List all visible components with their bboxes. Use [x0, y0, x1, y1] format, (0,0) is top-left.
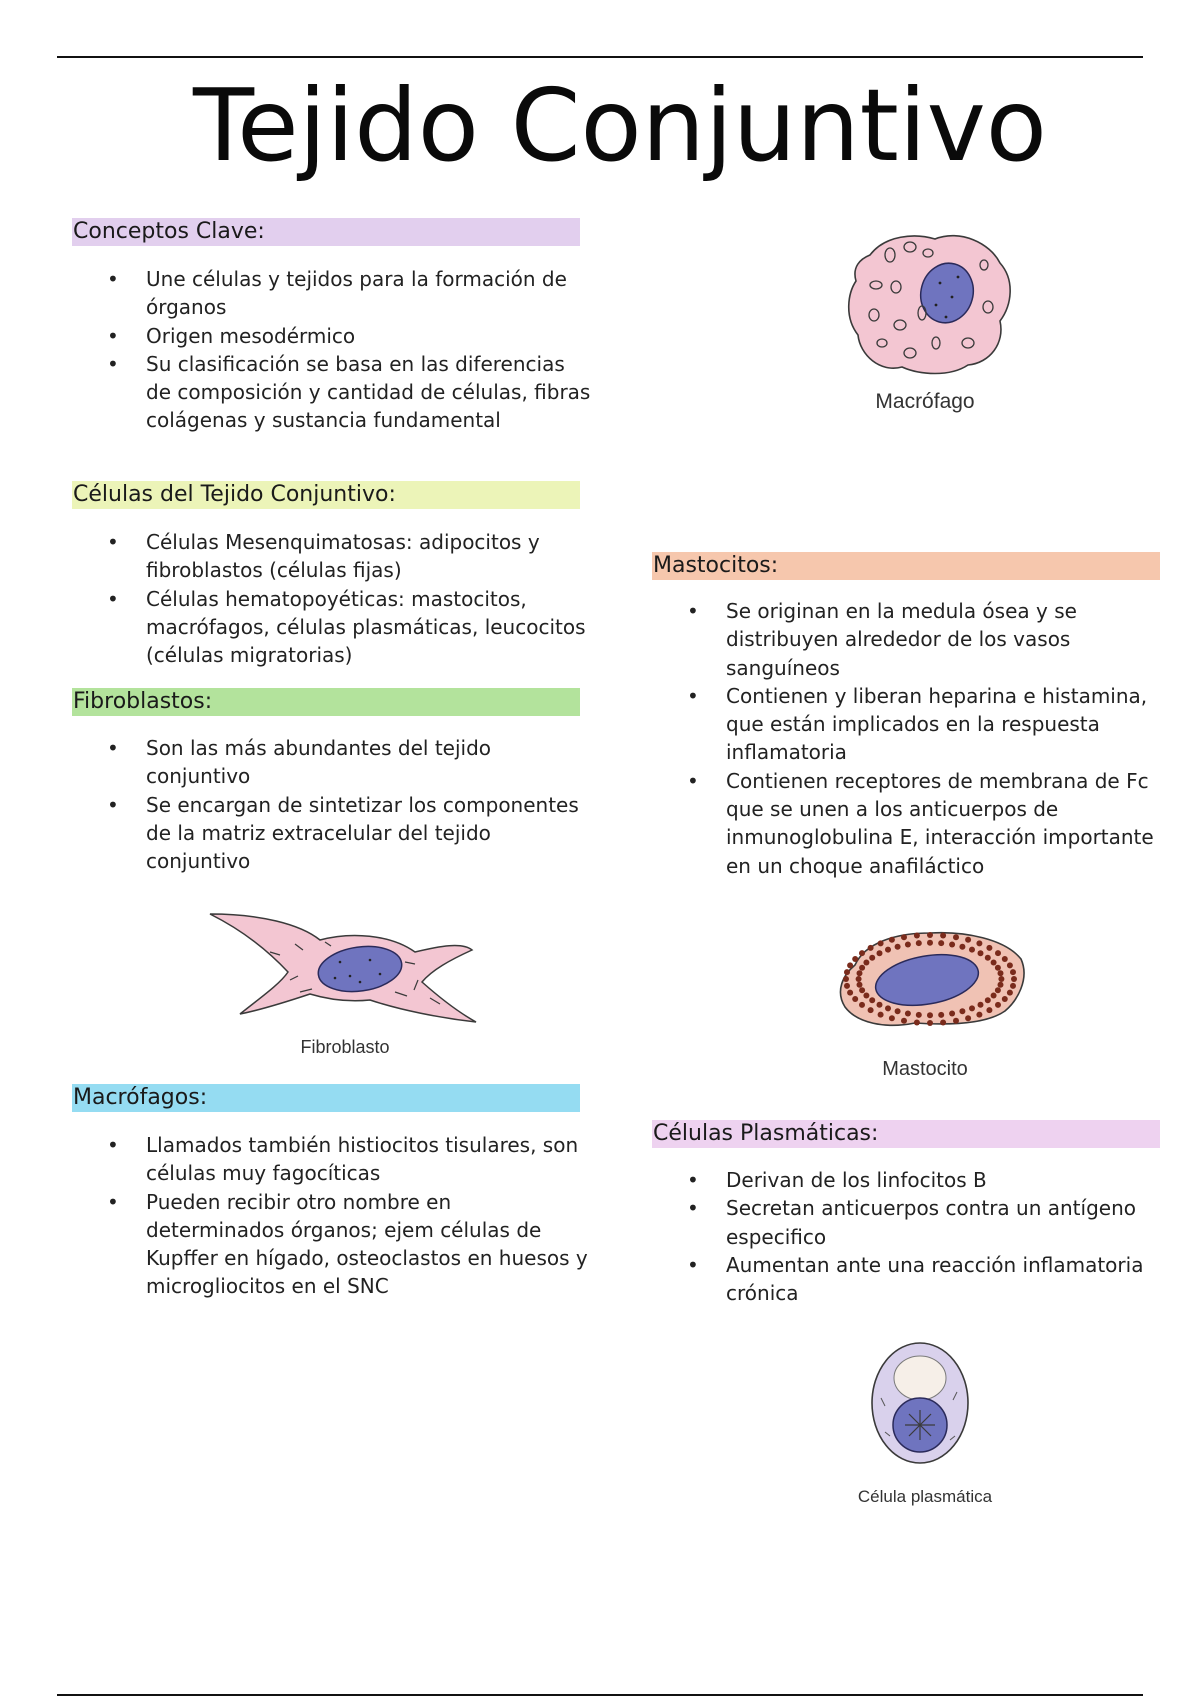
granule [859, 950, 865, 956]
celula-plasmatica-caption: Célula plasmática [857, 1487, 993, 1506]
granule [895, 1008, 901, 1014]
list-item: • Origen mesodérmico [72, 322, 592, 350]
granule [847, 990, 853, 996]
granule [969, 947, 975, 953]
granule [978, 950, 984, 956]
list-item: • Son las más abundantes del tejido conjuntivo [72, 734, 592, 791]
granule [895, 944, 901, 950]
granule [965, 1015, 971, 1021]
granule [869, 955, 875, 961]
granule [859, 987, 865, 993]
granule [877, 950, 883, 956]
list-item: • Se encargan de sintetizar los componentes de la matriz extracelular del tejido conjuntivo [72, 791, 592, 876]
granule [847, 962, 853, 968]
list-item: • Secretan anticuerpos contra un antígeno especifico [652, 1194, 1172, 1251]
list-item: • Une células y tejidos para la formación de órganos [72, 265, 592, 322]
granule [986, 1007, 992, 1013]
granule [857, 982, 863, 988]
granule [991, 993, 997, 999]
granule [869, 997, 875, 1003]
granule [877, 1002, 883, 1008]
granule [905, 1011, 911, 1017]
granule [878, 1012, 884, 1018]
granule [868, 1007, 874, 1013]
granule [995, 987, 1001, 993]
granule [976, 940, 982, 946]
granule [1011, 976, 1017, 982]
fibroblasto-caption: Fibroblasto [300, 1037, 390, 1057]
granule [856, 976, 862, 982]
granule [953, 1018, 959, 1024]
fibroblastos-list [72, 734, 592, 875]
granule [914, 1020, 920, 1026]
conceptos-list [72, 265, 592, 435]
list-item: • Su clasificación se basa en las diferencias de composición y cantidad de células, fibras colágenas y sustancia fundamental [72, 350, 592, 435]
list-item: • Células hematopoyéticas: mastocitos, macrófagos, células plasmáticas, leucocitos (células migratorias) [72, 585, 592, 670]
granule [905, 942, 911, 948]
macrofago-caption: Macrófago [875, 390, 975, 413]
celulas-list [72, 528, 592, 669]
granule [916, 940, 922, 946]
granule [927, 1020, 933, 1026]
heading-celulas-tejido: Células del Tejido Conjuntivo: [72, 481, 580, 509]
page-title: Tejido Conjuntivo [193, 67, 1047, 184]
granule [949, 942, 955, 948]
granule [998, 982, 1004, 988]
granule [985, 997, 991, 1003]
granule [986, 945, 992, 951]
granule [995, 965, 1001, 971]
granule [852, 956, 858, 962]
plasmaticas-list [652, 1166, 1172, 1307]
mastocito-caption: Mastocito [882, 1058, 968, 1080]
granule [863, 993, 869, 999]
granule [938, 940, 944, 946]
heading-fibroblastos: Fibroblastos: [72, 688, 580, 716]
granule [1002, 956, 1008, 962]
granule [927, 1012, 933, 1018]
list-item: • Contienen y liberan heparina e histamina, que están implicados en la respuesta inflamatoria [652, 682, 1172, 767]
heading-mastocitos: Mastocitos: [652, 552, 1160, 580]
granule [940, 1020, 946, 1026]
granule [985, 955, 991, 961]
granule [1002, 996, 1008, 1002]
heading-celulas-plasmaticas: Células Plasmáticas: [652, 1120, 1160, 1148]
bottom-rule [57, 1694, 1143, 1696]
top-rule [57, 56, 1143, 58]
mastocitos-list [652, 597, 1172, 880]
granule [885, 947, 891, 953]
granule [949, 1011, 955, 1017]
granule [844, 983, 850, 989]
granule [885, 1005, 891, 1011]
granule [901, 934, 907, 940]
granule [976, 1012, 982, 1018]
list-item: • Llamados también histiocitos tisulares, son células muy fagocíticas [72, 1131, 592, 1188]
granule [844, 969, 850, 975]
granule [1010, 983, 1016, 989]
list-item: • Aumentan ante una reacción inflamatoria crónica [652, 1251, 1172, 1308]
granule [978, 1002, 984, 1008]
list-item: • Se originan en la medula ósea y se distribuyen alrededor de los vasos sanguíneos [652, 597, 1172, 682]
granule [998, 976, 1004, 982]
granule [991, 960, 997, 966]
granule [1007, 962, 1013, 968]
fibroblast-illustration [200, 902, 490, 1042]
granule [914, 933, 920, 939]
list-item: • Contienen receptores de membrana de Fc que se unen a los anticuerpos de inmunoglobulina E, interacción importante en un choque anafiláctico [652, 767, 1172, 880]
granule [953, 934, 959, 940]
granule [889, 1015, 895, 1021]
plasma-cell-illustration [865, 1338, 975, 1468]
granule [857, 970, 863, 976]
list-item: • Pueden recibir otro nombre en determinados órganos; ejem células de Kupffer en hígado, osteoclastos en huesos y microgliocitos en el SNC [72, 1188, 592, 1301]
granule [916, 1012, 922, 1018]
granule [927, 940, 933, 946]
heading-macrofagos: Macrófagos: [72, 1084, 580, 1112]
granule [868, 945, 874, 951]
granule [927, 932, 933, 938]
granule [1007, 990, 1013, 996]
granule [1010, 969, 1016, 975]
granule [938, 1012, 944, 1018]
list-item: • Células Mesenquimatosas: adipocitos y fibroblastos (células fijas) [72, 528, 592, 585]
granule [995, 1002, 1001, 1008]
mast-cell-illustration [835, 925, 1030, 1035]
granule [878, 940, 884, 946]
granule [965, 937, 971, 943]
granule [859, 965, 865, 971]
granule [843, 976, 849, 982]
granule [863, 960, 869, 966]
granule [998, 970, 1004, 976]
granule [859, 1002, 865, 1008]
granule [940, 933, 946, 939]
macrofagos-list [72, 1131, 592, 1301]
granule [959, 1008, 965, 1014]
macrophage-illustration [840, 225, 1020, 385]
granule [901, 1018, 907, 1024]
heading-conceptos-clave: Conceptos Clave: [72, 218, 580, 246]
list-item: • Derivan de los linfocitos B [652, 1166, 1172, 1194]
granule [959, 944, 965, 950]
granule [852, 996, 858, 1002]
granule [969, 1005, 975, 1011]
granule [889, 937, 895, 943]
granule [995, 950, 1001, 956]
